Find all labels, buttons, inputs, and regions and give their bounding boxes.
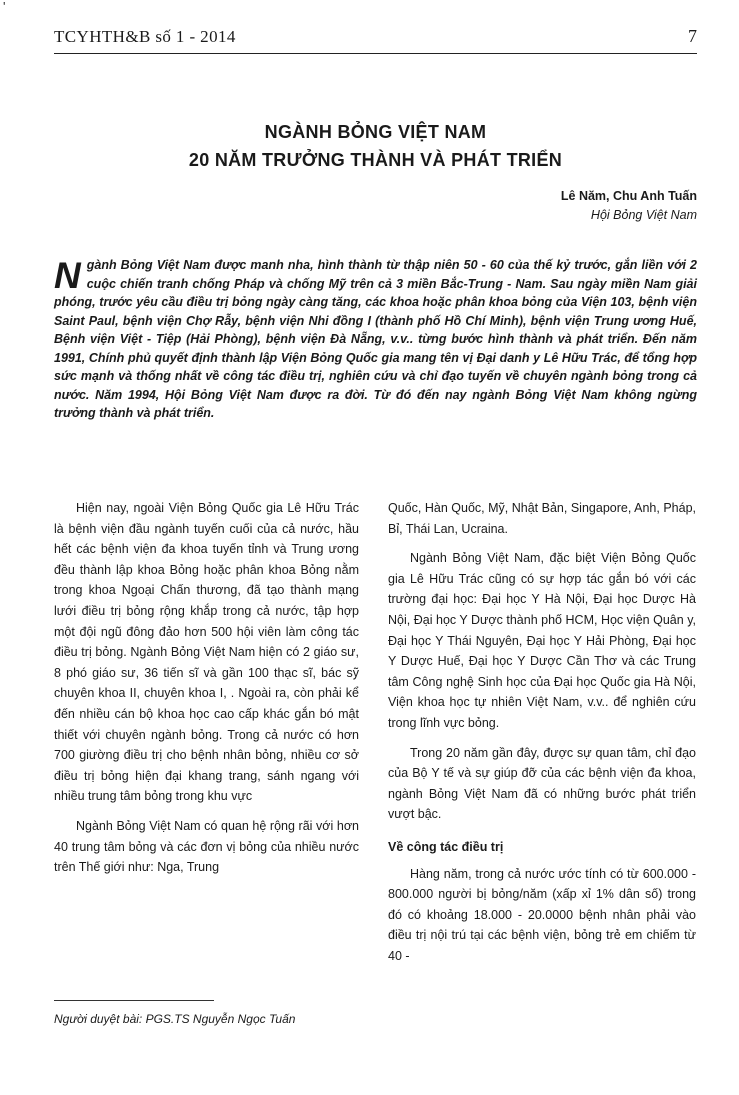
corner-mark: ' [3,0,6,14]
article-title [54,118,697,174]
body-paragraph: Trong 20 năm gần đây, được sự quan tâm, chỉ đạo của Bộ Y tế và sự giúp đỡ của các bệnh viện đa khoa, ngành Bỏng Việt Nam đã có những bước phát triển vượt bậc. [388,745,696,822]
journal-title: TCYHTH&B số 1 - 2014 [54,27,236,46]
page-number: 7 [688,26,697,46]
body-paragraph: Hàng năm, trong cả nước ước tính có từ 600.000 - 800.000 người bị bỏng/năm (xấp xỉ 1% dân số) trong đó có khoảng 18.000 - 20.0000 bệnh nhân phải vào điều trị nội trú tại các bệnh viện, bỏng trẻ em chiếm từ 40 - [388,866,696,963]
abstract-dropcap: N [54,255,81,296]
title-line-2: 20 NĂM TRƯỞNG THÀNH VÀ PHÁT TRIỂN [188,150,563,170]
affiliation: Hội Bỏng Việt Nam [590,208,697,222]
body-paragraph-continued: Quốc, Hàn Quốc, Mỹ, Nhật Bản, Singapore, Anh, Pháp, Bỉ, Thái Lan, Ucraina. [388,501,696,536]
footnote-rule [54,1000,214,1001]
abstract-text: gành Bỏng Việt Nam được manh nha, hình thành từ thập niên 50 - 60 của thế kỷ trước, gắn liền với 2 cuộc chiến tranh chống Pháp và chống Mỹ trên cả 3 miền Bắc-Trung - Nam. Sau ngày miền Nam giải phóng, trước yêu cầu điều trị bỏng ngày càng tăng, các khoa hoặc phân khoa bỏng của Viện 103, bệnh viện Saint Paul, bệnh viện Chợ Rẫy, bệnh viện Nhi đồng I (thành phố Hồ Chí Minh), bệnh viện Trung ương Huế, Bệnh viện Việt - Tiệp (Hải Phòng), bệnh viện Đà Nẵng, v.v.. từng bước hình thành và phát triển. Đến năm 1991, Chính phủ quyết định thành lập Viện Bỏng Quốc gia mang tên vị Đại danh y Lê Hữu Trác, để tổng hợp sức mạnh và thống nhất về công tác điều trị, nghiên cứu và chỉ đạo tuyến về chuyên ngành bỏng trong cả nước. Năm 1994, Hội Bỏng Việt Nam được ra đời. Từ đó đến nay ngành Bỏng Việt Nam không ngừng trưởng thành và phát triển. [54,258,697,421]
authors: Lê Năm, Chu Anh Tuấn [560,189,697,203]
left-column [54,498,359,878]
title-line-1: NGÀNH BỎNG VIỆT NAM [264,122,487,142]
body-paragraph: Hiện nay, ngoài Viện Bỏng Quốc gia Lê Hữu Trác là bệnh viện đầu ngành tuyến cuối của cả nước, hầu hết các bệnh viện đa khoa tuyến tỉnh và Trung ương đều thành lập khoa Bỏng hoặc phân khoa Bỏng nằm trong khoa Ngoại Chấn thương, đã tạo thành mạng lưới điều trị bỏng rộng khắp trong cả nước, tập hợp một đội ngũ đông đảo hơn 500 hội viên làm công tác điều trị bỏng. Ngành Bỏng Việt Nam hiện có 2 giáo sư, 8 phó giáo sư, 36 tiến sĩ và gần 100 thạc sĩ, bác sỹ chuyên khoa II, chuyên khoa I, . Ngoài ra, còn phải kể đến nhiều cán bộ khoa học cao cấp khác gắn bó mật thiết với chuyên ngành bỏng. Trong cả nước có hơn 700 giường điều trị cho bệnh nhân bỏng, nhiều cơ sở điều trị bỏng hiện đại khang trang, sánh ngang với nhiều trung tâm bỏng trong khu vực [54,501,359,804]
section-heading: Về công tác điều trị [388,839,504,854]
body-paragraph: Ngành Bỏng Việt Nam, đặc biệt Viện Bỏng Quốc gia Lê Hữu Trác cũng có sự hợp tác gắn bó với các trường đại học: Đại học Y Hà Nội, Đại học Dược Hà Nội, Đại học Y Dược thành phố HCM, Học viện Quân y, Đại học Y Thái Nguyên, Đại học Y Hải Phòng, Đại học Y Dược Huế, Đại học Y Dược Cần Thơ và các Trung tâm Công nghệ Sinh học của Đại học Quốc gia Hà Nội, Viện khoa học tự nhiên Việt Nam, v.v.. để nghiên cứu trong lĩnh vực bỏng. [388,551,696,730]
header-rule [54,53,697,54]
footnote: Người duyệt bài: PGS.TS Nguyễn Ngọc Tuấn [54,1012,296,1026]
right-column [388,498,696,966]
abstract [54,256,697,423]
running-header [54,22,697,54]
body-paragraph: Ngành Bỏng Việt Nam có quan hệ rộng rãi với hơn 40 trung tâm bỏng và các đơn vị bỏng của nhiều nước trên Thế giới như: Nga, Trung [54,818,359,875]
